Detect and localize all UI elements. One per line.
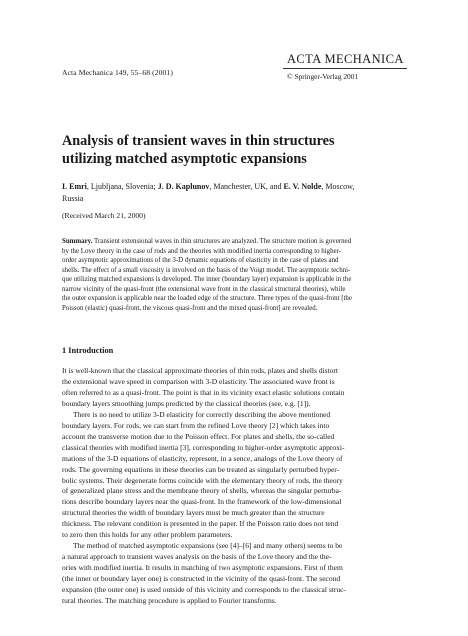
- body-text: [62, 366, 407, 607]
- section-heading: 1 Introduction: [62, 346, 114, 355]
- body-line: ories with modified inertia. It results in matching of two asymptotic expansions. First of them: [62, 563, 343, 573]
- body-line: boundary layers. For rods, we can start from the refined Love theory [2] which takes into: [62, 420, 330, 430]
- abstract: [62, 237, 407, 313]
- abstract-line: que utilizing matched expansions is developed. The inner (boundary layer) expansion is applicable in the: [62, 276, 352, 284]
- title-line: Analysis of transient waves in thin structures: [62, 133, 335, 149]
- abstract-line: the outer expansion is applicable near the loaded edge of the structure. Three types of the quasi-front [the: [62, 295, 352, 303]
- author-name: J. D. Kaplunov: [157, 182, 210, 191]
- paper-title: [62, 133, 412, 168]
- journal-rule: [283, 68, 407, 69]
- body-line: bolic systems. Their degenerate forms coincide with the elementary theory of rods, the theory: [62, 475, 343, 485]
- body-line: the extensional wave speed in comparison with 3-D elasticity. The associated wave front is: [62, 376, 335, 386]
- body-line: tural theories. The matching procedure is applied to Fourier transforms.: [62, 596, 277, 606]
- body-line: tions describe boundary layers near the quasi-front. In the framework of the low-dimensional: [62, 497, 342, 507]
- abstract-line: [62, 237, 407, 247]
- abstract-text: Transient extensional waves in thin structures are analyzed. The structure motion is governed: [92, 238, 352, 245]
- received-date: (Received March 21, 2000): [62, 211, 146, 220]
- body-line: There is no need to utilize 3-D elasticity for correctly describing the above mentioned: [73, 409, 331, 419]
- abstract-line: by the Love theory in the case of rods and the theories with modified inertia corresponding to higher-: [62, 247, 342, 255]
- body-line: boundary layers smoothing jumps predicted by the classical theories (see, e.g. [1]).: [62, 398, 311, 408]
- author-affiliation: , Manchester, UK, and: [209, 182, 284, 191]
- author-affiliation: , Ljubljana, Slovenia;: [86, 182, 158, 191]
- body-line: account the transverse motion due to the Poisson effect. For plates and shells, the so-called: [62, 431, 335, 441]
- author-line: [62, 181, 407, 193]
- abstract-line: narrow vicinity of the quasi-front (the extensional wave front in the classical structural theories), while: [62, 285, 346, 293]
- body-line: to zero then this holds for any other problem parameters.: [62, 530, 233, 540]
- abstract-line: Poisson (elastic) quasi-front, the viscous quasi-front and the mixed quasi-front] are revealed.: [62, 304, 318, 312]
- journal-name: ACTA MECHANICA: [287, 52, 404, 66]
- body-line: of generalized plane stress and the membrane theory of shells, whereas the singular perturba-: [62, 486, 342, 496]
- body-line: structural theories the width of boundary layers must be much greater than the structure: [62, 508, 325, 518]
- copyright-line: © Springer-Verlag 2001: [287, 72, 359, 81]
- author-name: E. V. Nolde: [283, 182, 322, 191]
- author-affiliation: , Moscow,: [321, 182, 355, 191]
- body-line: thickness. The relevant condition is presented in the paper. If the Poisson ratio does not tend: [62, 519, 339, 529]
- body-line: (the inner or boundary layer one) is constructed in the vicinity of the quasi-front. The second: [62, 574, 341, 584]
- journal-reference: Acta Mechanica 149, 55–68 (2001): [62, 68, 173, 77]
- body-line: mations of the 3-D equations of elasticity, represent, in a sence, analogs of the Love theory of: [62, 453, 343, 463]
- body-line: classical theories with modified inertia [3], corresponding to higher-order asymptotic approxi-: [62, 442, 345, 452]
- body-line: a natural approach to transient waves analysis on the basis of the Love theory and the the-: [62, 552, 332, 562]
- body-line: The method of matched asymptotic expansions (see [4]–[6] and many others) seems to be: [73, 541, 343, 551]
- abstract-line: shells. The effect of a small viscosity is involved on the basis of the Voigt model. The asymptotic techni-: [62, 266, 351, 274]
- author-list: [62, 181, 407, 204]
- body-line: often referred to as a quasi-front. The point is that in its vicinity exact elastic solutions contain: [62, 387, 345, 397]
- body-line: It is well-known that the classical approximate theories of thin rods, plates and shells distort: [62, 366, 338, 375]
- body-line: rods. The governing equations in these theories can be treated as singularly perturbed hyper-: [62, 464, 340, 474]
- title-line: utilizing matched asymptotic expansions: [62, 150, 307, 167]
- body-line: expansion (the outer one) is used outside of this vicinity and corresponds to the classical struc-: [62, 585, 346, 595]
- abstract-line: order asymptotic approximations of the 3-D dynamic equations of elasticity in the case of plates and: [62, 257, 339, 265]
- author-line: Russia: [62, 193, 84, 203]
- abstract-label: Summary.: [62, 238, 93, 245]
- author-name: I. Emri: [62, 182, 87, 191]
